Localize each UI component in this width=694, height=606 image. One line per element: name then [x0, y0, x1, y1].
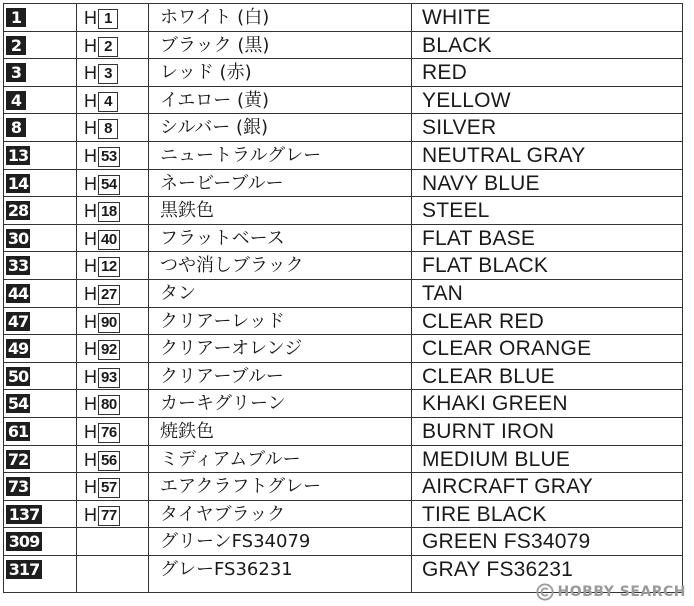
paint-color-table — [3, 3, 683, 593]
paint-number-badge: 73 — [7, 477, 29, 497]
hobby-search-watermark — [536, 580, 686, 604]
paint-number-badge: 28 — [7, 201, 29, 221]
h-code-cell — [84, 172, 120, 196]
table-row — [4, 390, 682, 418]
h-code-cell — [84, 503, 120, 527]
japanese-color-name: つや消しブラック — [160, 255, 304, 277]
table-row — [4, 528, 682, 556]
h-code-cell — [84, 6, 118, 30]
h-code-cell — [84, 365, 120, 389]
h-prefix: H — [84, 146, 97, 166]
h-code-number: 8 — [98, 119, 118, 139]
japanese-color-name: クリアーオレンジ — [160, 338, 303, 360]
japanese-color-name: シルバー (銀) — [160, 117, 269, 139]
h-prefix: H — [84, 173, 97, 194]
h-prefix: H — [84, 311, 97, 332]
table-row — [4, 335, 682, 363]
japanese-color-name: ミディアムブルー — [160, 448, 301, 470]
table-row — [4, 32, 682, 60]
copyright-circle-icon — [536, 583, 554, 601]
paint-number-badge: 4 — [6, 91, 26, 110]
english-color-name: CLEAR RED — [422, 309, 544, 333]
table-row — [4, 363, 682, 391]
h-code-number: 56 — [98, 451, 120, 471]
h-code-number: 80 — [98, 395, 120, 415]
english-color-name: SILVER — [422, 116, 497, 140]
english-color-name: MEDIUM BLUE — [422, 447, 571, 471]
table-row — [4, 473, 682, 501]
h-prefix: H — [84, 422, 97, 442]
paint-number-badge: 30 — [7, 228, 29, 248]
h-prefix: H — [84, 366, 97, 387]
english-color-name: CLEAR ORANGE — [422, 337, 592, 361]
japanese-color-name: ネービーブルー — [160, 172, 284, 194]
table-row — [4, 446, 682, 474]
paint-number-badge: 309 — [6, 532, 42, 551]
english-color-name: GRAY FS36231 — [422, 558, 574, 581]
japanese-color-name: タン — [160, 283, 196, 304]
japanese-color-name: グリーンFS34079 — [160, 531, 311, 553]
h-prefix: H — [84, 256, 97, 277]
h-code-number: 90 — [98, 313, 120, 333]
h-code-number: 1 — [98, 9, 118, 29]
english-color-name: KHAKI GREEN — [422, 392, 568, 416]
japanese-color-name: グレーFS36231 — [160, 559, 293, 580]
h-prefix: H — [84, 35, 97, 56]
paint-number-badge: 72 — [7, 449, 29, 469]
h-code-number: 2 — [98, 37, 118, 57]
table-row — [4, 197, 682, 225]
english-color-name: GREEN FS34079 — [422, 530, 591, 554]
japanese-color-name: ブラック (黒) — [160, 34, 270, 56]
english-color-name: AIRCRAFT GRAY — [422, 475, 594, 499]
table-row — [4, 308, 682, 336]
h-code-number: 92 — [98, 340, 120, 360]
h-code-cell — [84, 420, 120, 444]
table-row — [4, 114, 682, 142]
h-prefix: H — [84, 201, 97, 222]
h-prefix: H — [84, 228, 97, 249]
h-code-cell — [84, 61, 118, 85]
h-code-cell — [84, 448, 120, 472]
english-color-name: WHITE — [422, 6, 491, 29]
paint-number-badge: 13 — [7, 146, 29, 165]
h-code-number: 12 — [98, 257, 120, 277]
english-color-name: BURNT IRON — [422, 420, 555, 443]
english-color-name: TAN — [422, 282, 464, 305]
english-color-name: TIRE BLACK — [422, 502, 547, 526]
japanese-color-name: フラットベース — [160, 227, 285, 249]
h-code-number: 77 — [98, 506, 120, 526]
english-color-name: NAVY BLUE — [422, 171, 540, 195]
h-prefix: H — [84, 477, 97, 498]
paint-number-badge: 50 — [7, 366, 29, 386]
h-code-cell — [84, 337, 120, 361]
english-color-name: STEEL — [422, 199, 490, 223]
h-code-cell — [84, 199, 120, 223]
watermark-text: HOBBY SEARCH — [557, 584, 686, 600]
table-row — [4, 142, 682, 170]
h-code-number: 57 — [98, 478, 120, 498]
h-code-cell — [84, 475, 120, 499]
english-color-name: YELLOW — [422, 88, 511, 112]
japanese-color-name: ホワイト (白) — [160, 7, 270, 28]
japanese-color-name: レッド (赤) — [160, 62, 252, 84]
paint-number-badge: 61 — [7, 422, 29, 441]
english-color-name: CLEAR BLUE — [422, 364, 555, 388]
table-row — [4, 252, 682, 280]
table-row — [4, 59, 682, 87]
paint-number-badge: 44 — [7, 284, 29, 303]
paint-number-badge: 8 — [6, 118, 26, 137]
h-code-cell — [84, 310, 120, 334]
paint-number-badge: 33 — [7, 256, 29, 276]
h-prefix: H — [84, 394, 97, 415]
h-code-number: 54 — [98, 175, 120, 195]
table-row — [4, 87, 682, 115]
table-row — [4, 225, 682, 253]
japanese-color-name: 焼鉄色 — [160, 421, 214, 442]
japanese-color-name: イエロー (黄) — [160, 89, 270, 111]
japanese-color-name: カーキグリーン — [160, 393, 286, 415]
english-color-name: NEUTRAL GRAY — [422, 144, 586, 167]
table-row — [4, 280, 682, 308]
h-code-number: 27 — [98, 285, 120, 305]
h-prefix: H — [84, 339, 97, 360]
paint-number-badge: 49 — [7, 339, 29, 359]
h-code-cell — [84, 116, 118, 140]
h-code-cell — [84, 34, 118, 58]
paint-number-badge: 317 — [6, 560, 42, 579]
h-code-cell — [84, 89, 118, 113]
paint-number-badge: 2 — [6, 36, 26, 55]
h-prefix: H — [84, 284, 97, 304]
english-color-name: FLAT BASE — [422, 226, 536, 250]
english-color-name: BLACK — [422, 33, 492, 57]
paint-number-badge: 1 — [6, 8, 26, 27]
table-row — [4, 4, 682, 32]
japanese-color-name: ニュートラルグレー — [160, 145, 322, 166]
japanese-color-name: エアクラフトグレー — [160, 476, 322, 498]
h-code-cell — [84, 392, 120, 416]
japanese-color-name: タイヤブラック — [160, 503, 286, 525]
table-row — [4, 501, 682, 529]
paint-number-badge: 14 — [7, 173, 29, 193]
h-code-number: 53 — [98, 147, 120, 167]
h-code-number: 18 — [98, 202, 120, 222]
h-prefix: H — [84, 63, 97, 84]
english-color-name: RED — [422, 61, 467, 85]
japanese-color-name: クリアーレッド — [160, 310, 285, 332]
table-row — [4, 170, 682, 198]
english-color-name: FLAT BLACK — [422, 254, 549, 278]
h-code-number: 4 — [98, 92, 118, 112]
table-row — [4, 418, 682, 446]
h-prefix: H — [84, 8, 97, 28]
h-code-number: 93 — [98, 368, 120, 388]
h-code-number: 3 — [98, 64, 118, 84]
h-code-number: 40 — [98, 230, 120, 250]
japanese-color-name: クリアーブルー — [160, 365, 284, 387]
h-code-cell — [84, 282, 120, 306]
h-prefix: H — [84, 118, 97, 139]
h-prefix: H — [84, 449, 97, 470]
h-code-cell — [84, 227, 120, 251]
paint-number-badge: 3 — [6, 63, 26, 82]
h-prefix: H — [84, 90, 97, 111]
paint-number-badge: 137 — [6, 505, 42, 524]
h-prefix: H — [84, 504, 97, 525]
h-code-number: 76 — [98, 423, 120, 443]
paint-number-badge: 47 — [7, 311, 29, 331]
h-code-cell — [84, 254, 120, 278]
paint-number-badge: 54 — [7, 394, 29, 414]
h-code-cell — [84, 144, 120, 168]
japanese-color-name: 黒鉄色 — [160, 200, 214, 222]
